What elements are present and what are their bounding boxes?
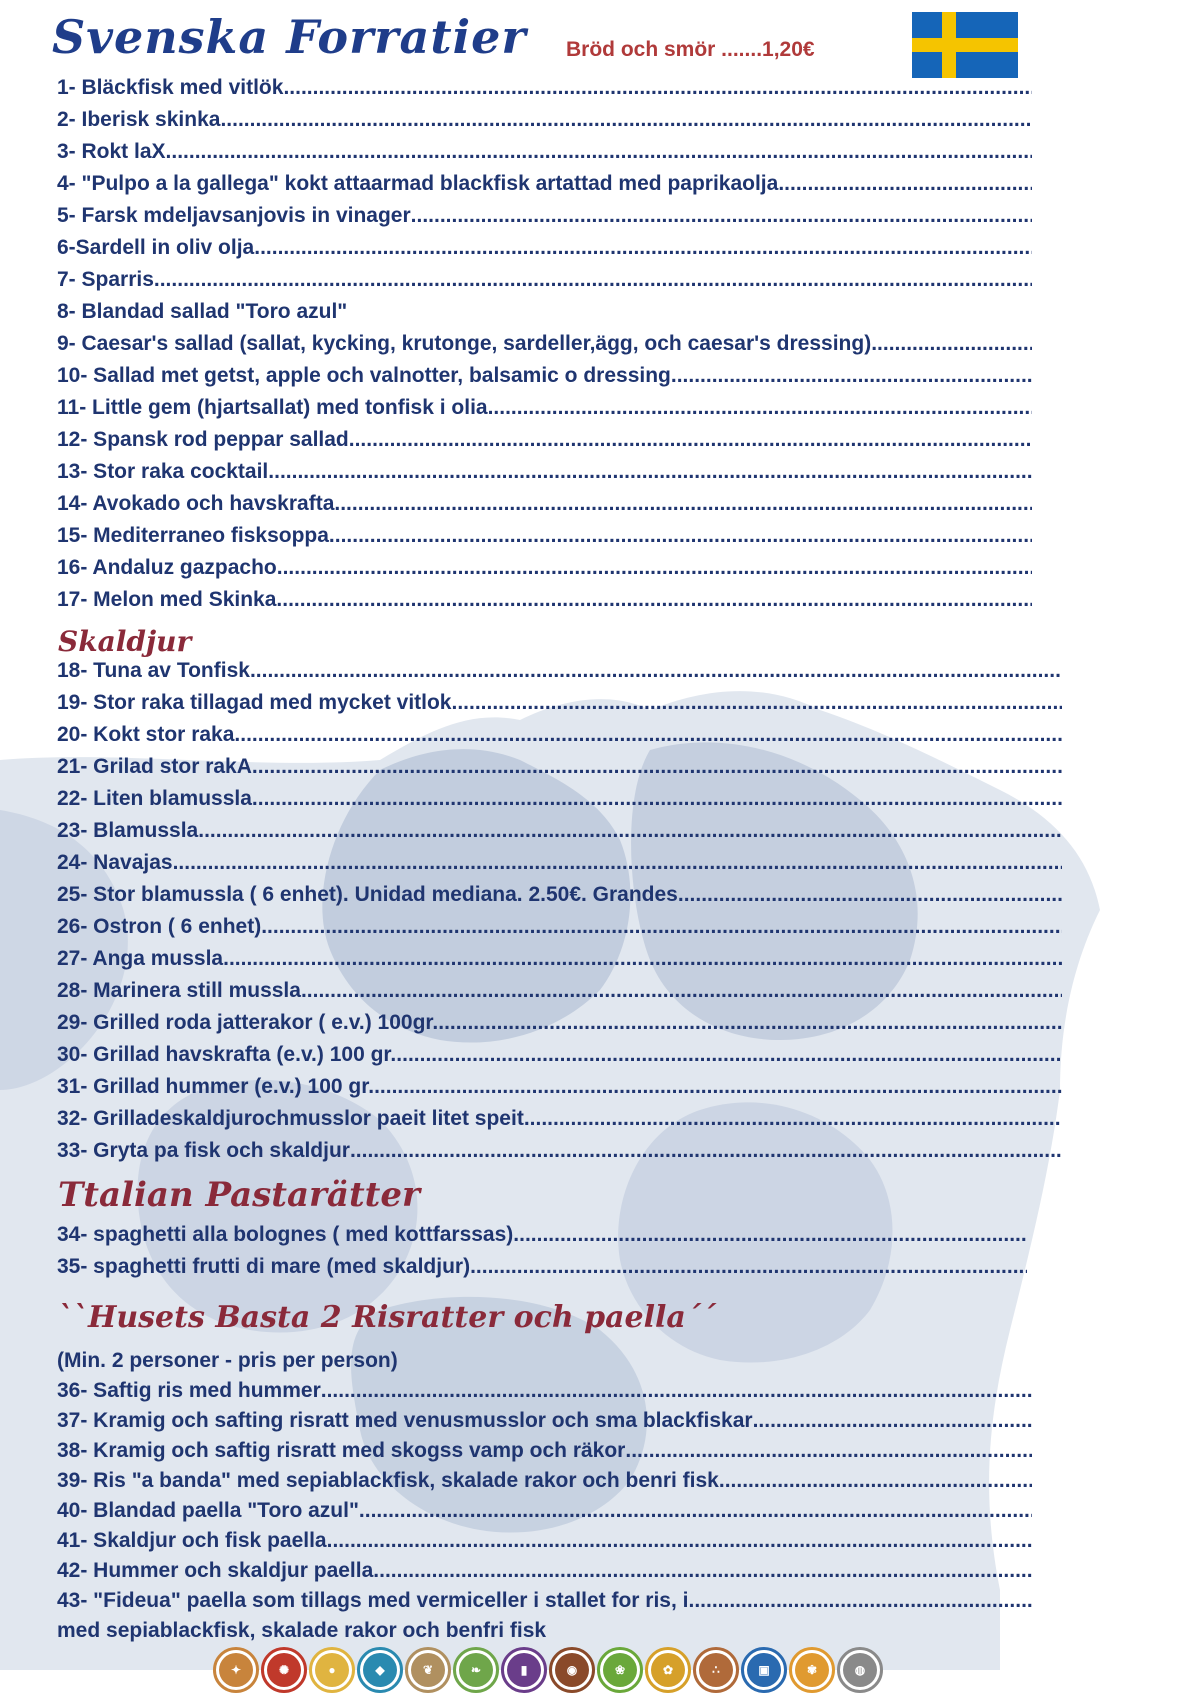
shellfish-item [57, 659, 1062, 691]
dot-leader [438, 1011, 1062, 1035]
dot-leader [166, 140, 1032, 164]
starter-item-label: 4- "Pulpo a la gallega" kokt attaarmad blackfisk artattad med paprikaolja [57, 172, 779, 195]
starter-item-label: 7- Sparris [57, 268, 154, 291]
starter-item-label: 13- Stor raka cocktail [57, 460, 269, 483]
dot-leader [524, 1107, 1062, 1131]
dot-leader [689, 1589, 1033, 1613]
starters-list [57, 76, 1032, 620]
shellfish-item-label: 29- Grilled roda jatterakor ( e.v.) 100gr. [57, 1011, 439, 1034]
starter-item-label: 16- Andaluz gazpacho [57, 556, 277, 579]
starter-item-label: 9- Caesar's sallad (sallat, kycking, krutonge, sardeller,ägg, och caesar's dressing) [57, 332, 872, 355]
starter-item-label: 3- Rokt laX [57, 140, 166, 163]
starter-item-label: 8- Blandad sallad "Toro azul" [57, 300, 348, 323]
swedish-flag-icon [912, 12, 1018, 78]
dot-leader [625, 1439, 1032, 1463]
dot-leader [374, 1075, 1062, 1099]
egg-icon [309, 1647, 355, 1693]
shellfish-item [57, 1043, 1062, 1075]
shellfish-item [57, 883, 1062, 915]
shellfish-item-label: 27- Anga mussla [57, 947, 224, 970]
shellfish-item [57, 1011, 1062, 1043]
dot-leader [268, 460, 1032, 484]
shellfish-item-label: 28- Marinera still mussla [57, 979, 301, 1002]
dot-leader [373, 1559, 1032, 1583]
starter-item-label: 15- Mediterraneo fisksoppa [57, 524, 329, 547]
shellfish-item-label: 21- Grilad stor rakA [57, 755, 252, 778]
dot-leader [411, 204, 1032, 228]
starter-item [57, 524, 1032, 556]
dot-leader [359, 1499, 1032, 1523]
shellfish-item-label: 31- Grillad hummer (e.v.) 100 gr. [57, 1075, 375, 1098]
shellfish-item [57, 755, 1062, 787]
peanut-icon-glyph: ❦ [411, 1653, 445, 1687]
dot-leader [329, 524, 1032, 548]
soy-icon-glyph: ❧ [459, 1653, 493, 1687]
dot-leader [301, 979, 1062, 1003]
starter-item [57, 108, 1032, 140]
shellfish-item [57, 691, 1062, 723]
dot-leader [277, 556, 1032, 580]
dot-leader [250, 659, 1062, 683]
rice-item [57, 1559, 1032, 1589]
shellfish-item-label: 18- Tuna av Tonfisk [57, 659, 250, 682]
dot-leader [350, 1139, 1062, 1163]
shellfish-item-label: 32- Grilladeskaldjurochmusslor paeit litet speit [57, 1107, 524, 1130]
shellfish-item [57, 947, 1062, 979]
starter-item [57, 332, 1032, 364]
shellfish-item-label: 19- Stor raka tillagad med mycket vitlok [57, 691, 452, 714]
rice-note [57, 1349, 1027, 1379]
starter-item-label: 12- Spansk rod peppar sallad [57, 428, 349, 451]
section-title-pasta: Ttalian Pastarätter [58, 1175, 420, 1215]
rice-item-label: 43- "Fideua" paella som tillags med vermiceller i stallet for ris, i [57, 1589, 689, 1612]
starter-item [57, 300, 1032, 332]
dot-leader [452, 691, 1063, 715]
nuts-icon [549, 1647, 595, 1693]
shellfish-item [57, 979, 1062, 1011]
rice-item-label: med sepiablackfisk, skalade rakor och benfri fisk [57, 1619, 547, 1642]
dot-leader [254, 236, 1032, 260]
dot-leader [276, 588, 1032, 612]
starter-item-label: 17- Melon med Skinka [57, 588, 277, 611]
rice-item [57, 1379, 1032, 1409]
dot-leader [154, 268, 1032, 292]
mustard-icon [645, 1647, 691, 1693]
starter-item-label: 1- Bläckfisk med vitlök [57, 76, 284, 99]
shellfish-item-label: 26- Ostron ( 6 enhet) [57, 915, 262, 938]
wheat-icon [213, 1647, 259, 1693]
starter-item [57, 140, 1032, 172]
rice-item-label: 38- Kramig och saftig risratt med skogss vamp och räkor [57, 1439, 626, 1462]
starter-item-label: 5- Farsk mdeljavsanjovis in vinager [57, 204, 411, 227]
dot-leader [252, 755, 1062, 779]
rice-item [57, 1499, 1032, 1529]
sulphite-icon-glyph: ▣ [747, 1653, 781, 1687]
dot-leader [513, 1223, 1027, 1247]
section-title-rice: ``Husets Basta 2 Risratter och paella´´ [58, 1300, 716, 1335]
rice-item [57, 1529, 1032, 1559]
starter-item [57, 396, 1032, 428]
rice-item-label: 42- Hummer och skaldjur paella [57, 1559, 374, 1582]
celery-icon [597, 1647, 643, 1693]
rice-item-label: 41- Skaldjur och fisk paella [57, 1529, 327, 1552]
sesame-icon [693, 1647, 739, 1693]
dot-leader [396, 1043, 1062, 1067]
egg-icon-glyph: ● [315, 1653, 349, 1687]
dot-leader [327, 1529, 1032, 1553]
sulphite-icon [741, 1647, 787, 1693]
starter-item [57, 76, 1032, 108]
rice-note-text: (Min. 2 personer - pris per person) [57, 1349, 398, 1372]
celery-icon-glyph: ❀ [603, 1653, 637, 1687]
dot-leader [252, 787, 1062, 811]
starter-item [57, 364, 1032, 396]
page-title: Svenska Forratier [52, 10, 527, 64]
shellfish-item-label: 25- Stor blamussla ( 6 enhet). Unidad mediana. 2.50€. Grandes [57, 883, 678, 906]
shellfish-item [57, 819, 1062, 851]
lupin-icon [789, 1647, 835, 1693]
crustacean-icon-glyph: ✺ [267, 1653, 301, 1687]
dot-leader [321, 1379, 1032, 1403]
crustacean-icon [261, 1647, 307, 1693]
dot-leader [678, 883, 1062, 907]
shellfish-item [57, 915, 1062, 947]
shellfish-item-label: 22- Liten blamussla [57, 787, 252, 810]
lupin-icon-glyph: ✾ [795, 1653, 829, 1687]
bread-and-butter-price: Bröd och smör .......1,20€ [566, 38, 815, 61]
dot-leader [753, 1409, 1032, 1433]
starter-item [57, 236, 1032, 268]
rice-item [57, 1439, 1032, 1469]
dot-leader [671, 364, 1032, 388]
mustard-icon-glyph: ✿ [651, 1653, 685, 1687]
milk-icon [501, 1647, 547, 1693]
section-title-shellfish: Skaldjur [58, 625, 192, 658]
starter-item [57, 204, 1032, 236]
dot-leader [470, 1255, 1027, 1279]
rice-item [57, 1469, 1032, 1499]
starter-item [57, 172, 1032, 204]
shellfish-list [57, 659, 1062, 1171]
shellfish-item-label: 24- Navajas [57, 851, 173, 874]
allergen-icons [213, 1647, 883, 1693]
rice-item [57, 1589, 1032, 1619]
rice-item-label: 36- Saftig ris med hummer [57, 1379, 321, 1402]
dot-leader [778, 172, 1032, 196]
shellfish-item-label: 33- Gryta pa fisk och skaldjur [57, 1139, 350, 1162]
shellfish-item [57, 1139, 1062, 1171]
wheat-icon-glyph: ✦ [219, 1653, 253, 1687]
pasta-list [57, 1223, 1027, 1287]
dot-leader [234, 723, 1062, 747]
starter-item-label: 10- Sallad met getst, apple och valnotter, balsamic o dressing [57, 364, 671, 387]
dot-leader [334, 492, 1032, 516]
dot-leader [223, 947, 1062, 971]
rice-item-label: 40- Blandad paella "Toro azul" [57, 1499, 359, 1522]
pasta-item-label: 34- spaghetti alla bolognes ( med kottfarssas) [57, 1223, 514, 1246]
mollusc-icon [837, 1647, 883, 1693]
starter-item [57, 428, 1032, 460]
starter-item [57, 268, 1032, 300]
dot-leader [198, 819, 1062, 843]
shellfish-item [57, 1075, 1062, 1107]
pasta-item-label: 35- spaghetti frutti di mare (med skaldjur) [57, 1255, 471, 1278]
dot-leader [261, 915, 1062, 939]
rice-item-label: 39- Ris "a banda" med sepiablackfisk, skalade rakor och benri fisk [57, 1469, 719, 1492]
starter-item [57, 460, 1032, 492]
pasta-item [57, 1255, 1027, 1287]
dot-leader [349, 428, 1032, 452]
fish-icon-glyph: ◆ [363, 1653, 397, 1687]
shellfish-item-label: 30- Grillad havskrafta (e.v.) 100 gr. [57, 1043, 397, 1066]
starter-item-label: 14- Avokado och havskrafta [57, 492, 335, 515]
nuts-icon-glyph: ◉ [555, 1653, 589, 1687]
dot-leader [220, 108, 1032, 132]
shellfish-item-label: 23- Blamussla [57, 819, 199, 842]
sesame-icon-glyph: ∴ [699, 1653, 733, 1687]
starter-item-label: 11- Little gem (hjartsallat) med tonfisk i olia [57, 396, 488, 419]
starter-item [57, 492, 1032, 524]
shellfish-item-label: 20- Kokt stor raka [57, 723, 235, 746]
dot-leader [871, 332, 1032, 356]
rice-item [57, 1409, 1032, 1439]
rice-list [57, 1379, 1032, 1649]
peanut-icon [405, 1647, 451, 1693]
starter-item-label: 6-Sardell in oliv olja [57, 236, 255, 259]
milk-icon-glyph: ▮ [507, 1653, 541, 1687]
starter-item [57, 588, 1032, 620]
dot-leader [488, 396, 1032, 420]
shellfish-item [57, 723, 1062, 755]
dot-leader [173, 851, 1062, 875]
starter-item-label: 2- Iberisk skinka [57, 108, 221, 131]
dot-leader [283, 76, 1032, 100]
rice-item-label: 37- Kramig och safting risratt med venusmusslor och sma blackfiskar [57, 1409, 753, 1432]
dot-leader [719, 1469, 1032, 1493]
starter-item [57, 556, 1032, 588]
shellfish-item [57, 851, 1062, 883]
mollusc-icon-glyph: ◍ [843, 1653, 877, 1687]
shellfish-item [57, 1107, 1062, 1139]
shellfish-item [57, 787, 1062, 819]
pasta-item [57, 1223, 1027, 1255]
fish-icon [357, 1647, 403, 1693]
rice-item [57, 1619, 1032, 1649]
soy-icon [453, 1647, 499, 1693]
